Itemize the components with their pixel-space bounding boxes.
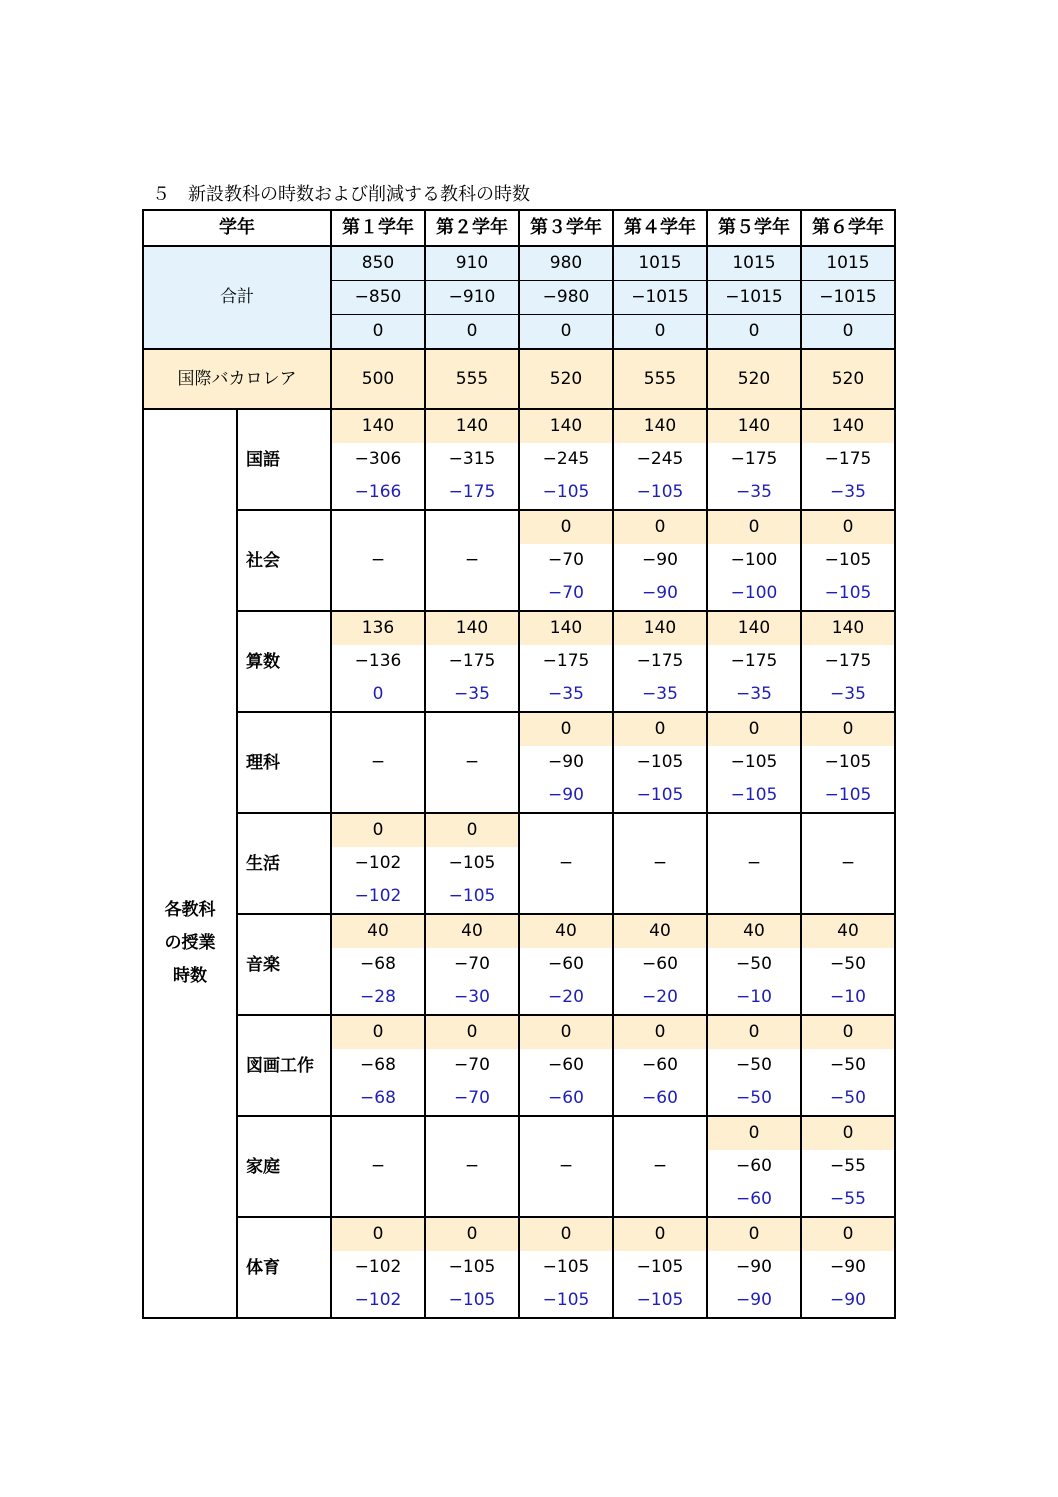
- allotted-hours: 140: [425, 409, 519, 443]
- allotted-hours: 140: [707, 409, 801, 443]
- allotted-hours: 40: [801, 914, 895, 948]
- not-applicable-cell: −: [425, 510, 519, 611]
- subject-row: [143, 914, 895, 948]
- reduced-hours: −105: [519, 1251, 613, 1284]
- not-applicable-cell: −: [331, 712, 425, 813]
- difference-hours: −90: [613, 577, 707, 611]
- difference-hours: −105: [425, 1284, 519, 1318]
- difference-hours: −105: [425, 880, 519, 914]
- total-value: −1015: [613, 281, 707, 315]
- difference-hours: −60: [707, 1183, 801, 1217]
- reduced-hours: −70: [425, 948, 519, 981]
- reduced-hours: −175: [801, 645, 895, 678]
- total-value: −1015: [707, 281, 801, 315]
- total-value: 0: [707, 315, 801, 350]
- subject-row: [143, 1015, 895, 1049]
- allotted-hours: 0: [707, 1116, 801, 1150]
- difference-hours: −70: [425, 1082, 519, 1116]
- difference-hours: −60: [519, 1082, 613, 1116]
- reduced-hours: −60: [707, 1150, 801, 1183]
- total-value: −1015: [801, 281, 895, 315]
- difference-hours: −100: [707, 577, 801, 611]
- difference-hours: −35: [707, 476, 801, 510]
- allotted-hours: 0: [707, 1217, 801, 1251]
- allotted-hours: 0: [519, 712, 613, 746]
- difference-hours: −166: [331, 476, 425, 510]
- allotted-hours: 40: [425, 914, 519, 948]
- not-applicable-cell: −: [519, 1116, 613, 1217]
- grade-header: 第５学年: [707, 210, 801, 246]
- not-applicable-cell: −: [331, 1116, 425, 1217]
- not-applicable-cell: −: [425, 1116, 519, 1217]
- total-value: 980: [519, 246, 613, 281]
- subject-row: [143, 813, 895, 847]
- difference-hours: −105: [519, 476, 613, 510]
- allotted-hours: 136: [331, 611, 425, 645]
- allotted-hours: 0: [801, 1217, 895, 1251]
- total-value: 850: [331, 246, 425, 281]
- allotted-hours: 140: [801, 409, 895, 443]
- total-row: [143, 246, 895, 281]
- allotted-hours: 0: [331, 1015, 425, 1049]
- total-value: 1015: [801, 246, 895, 281]
- subject-row: [143, 1116, 895, 1150]
- reduced-hours: −306: [331, 443, 425, 476]
- allotted-hours: 140: [707, 611, 801, 645]
- reduced-hours: −90: [613, 544, 707, 577]
- ib-value: 500: [331, 349, 425, 409]
- reduced-hours: −105: [707, 746, 801, 779]
- reduced-hours: −315: [425, 443, 519, 476]
- allotted-hours: 140: [331, 409, 425, 443]
- ib-value: 520: [519, 349, 613, 409]
- difference-hours: −60: [613, 1082, 707, 1116]
- section-label: 各教科の授業時数: [143, 409, 237, 1318]
- not-applicable-cell: −: [519, 813, 613, 914]
- allotted-hours: 0: [801, 1116, 895, 1150]
- reduced-hours: −70: [519, 544, 613, 577]
- reduced-hours: −60: [613, 1049, 707, 1082]
- total-value: 1015: [613, 246, 707, 281]
- allotted-hours: 40: [707, 914, 801, 948]
- difference-hours: −105: [707, 779, 801, 813]
- allotted-hours: 0: [519, 1217, 613, 1251]
- subject-row: [143, 1217, 895, 1251]
- subject-name: 図画工作: [237, 1015, 331, 1116]
- grade-header: 第１学年: [331, 210, 425, 246]
- difference-hours: −70: [519, 577, 613, 611]
- difference-hours: −28: [331, 981, 425, 1015]
- total-value: −980: [519, 281, 613, 315]
- total-value: 0: [331, 315, 425, 350]
- difference-hours: −50: [801, 1082, 895, 1116]
- reduced-hours: −175: [613, 645, 707, 678]
- allotted-hours: 40: [331, 914, 425, 948]
- reduced-hours: −100: [707, 544, 801, 577]
- subject-name: 算数: [237, 611, 331, 712]
- allotted-hours: 40: [519, 914, 613, 948]
- allotted-hours: 140: [519, 611, 613, 645]
- difference-hours: −105: [613, 1284, 707, 1318]
- not-applicable-cell: −: [707, 813, 801, 914]
- subject-row: [143, 409, 895, 443]
- subject-name: 国語: [237, 409, 331, 510]
- not-applicable-cell: −: [613, 1116, 707, 1217]
- total-value: −910: [425, 281, 519, 315]
- allotted-hours: 0: [519, 1015, 613, 1049]
- not-applicable-cell: −: [331, 510, 425, 611]
- subject-row: [143, 712, 895, 746]
- difference-hours: −30: [425, 981, 519, 1015]
- difference-hours: −10: [707, 981, 801, 1015]
- reduced-hours: −70: [425, 1049, 519, 1082]
- reduced-hours: −68: [331, 1049, 425, 1082]
- difference-hours: −35: [613, 678, 707, 712]
- reduced-hours: −60: [519, 1049, 613, 1082]
- reduced-hours: −175: [707, 645, 801, 678]
- difference-hours: −90: [707, 1284, 801, 1318]
- allotted-hours: 0: [801, 510, 895, 544]
- subject-name: 理科: [237, 712, 331, 813]
- total-value: −850: [331, 281, 425, 315]
- allotted-hours: 0: [613, 712, 707, 746]
- reduced-hours: −175: [519, 645, 613, 678]
- difference-hours: 0: [331, 678, 425, 712]
- allotted-hours: 0: [707, 712, 801, 746]
- document-title: ５ 新設教科の時数および削減する教科の時数: [152, 184, 530, 205]
- total-value: 0: [613, 315, 707, 350]
- ib-value: 555: [613, 349, 707, 409]
- total-label: 合計: [143, 246, 331, 349]
- reduced-hours: −105: [801, 746, 895, 779]
- subject-name: 社会: [237, 510, 331, 611]
- difference-hours: −105: [613, 476, 707, 510]
- subject-row: [143, 510, 895, 544]
- reduced-hours: −90: [801, 1251, 895, 1284]
- reduced-hours: −105: [425, 1251, 519, 1284]
- reduced-hours: −60: [613, 948, 707, 981]
- not-applicable-cell: −: [801, 813, 895, 914]
- grade-header: 第３学年: [519, 210, 613, 246]
- allotted-hours: 0: [707, 510, 801, 544]
- grade-header: 第６学年: [801, 210, 895, 246]
- total-value: 910: [425, 246, 519, 281]
- allotted-hours: 0: [331, 1217, 425, 1251]
- reduced-hours: −245: [613, 443, 707, 476]
- allotted-hours: 0: [613, 1217, 707, 1251]
- allotted-hours: 140: [425, 611, 519, 645]
- difference-hours: −50: [707, 1082, 801, 1116]
- ib-value: 520: [801, 349, 895, 409]
- ib-value: 555: [425, 349, 519, 409]
- ib-row: [143, 349, 895, 409]
- reduced-hours: −50: [707, 1049, 801, 1082]
- difference-hours: −105: [519, 1284, 613, 1318]
- reduced-hours: −105: [613, 746, 707, 779]
- allotted-hours: 0: [519, 510, 613, 544]
- difference-hours: −35: [425, 678, 519, 712]
- reduced-hours: −68: [331, 948, 425, 981]
- difference-hours: −90: [801, 1284, 895, 1318]
- reduced-hours: −50: [801, 948, 895, 981]
- total-value: 0: [801, 315, 895, 350]
- difference-hours: −35: [801, 678, 895, 712]
- allotted-hours: 40: [613, 914, 707, 948]
- reduced-hours: −102: [331, 1251, 425, 1284]
- difference-hours: −175: [425, 476, 519, 510]
- total-value: 1015: [707, 246, 801, 281]
- difference-hours: −102: [331, 880, 425, 914]
- difference-hours: −105: [801, 779, 895, 813]
- total-value: 0: [519, 315, 613, 350]
- subject-name: 体育: [237, 1217, 331, 1318]
- ib-label: 国際バカロレア: [143, 349, 331, 409]
- reduced-hours: −245: [519, 443, 613, 476]
- allotted-hours: 0: [425, 813, 519, 847]
- allotted-hours: 0: [707, 1015, 801, 1049]
- allotted-hours: 140: [613, 611, 707, 645]
- reduced-hours: −105: [425, 847, 519, 880]
- reduced-hours: −60: [519, 948, 613, 981]
- difference-hours: −105: [801, 577, 895, 611]
- subject-name: 生活: [237, 813, 331, 914]
- subject-row: [143, 611, 895, 645]
- reduced-hours: −90: [707, 1251, 801, 1284]
- difference-hours: −68: [331, 1082, 425, 1116]
- header-row: [143, 210, 895, 246]
- allotted-hours: 0: [613, 510, 707, 544]
- difference-hours: −35: [707, 678, 801, 712]
- reduced-hours: −105: [613, 1251, 707, 1284]
- grade-header: 第４学年: [613, 210, 707, 246]
- allotted-hours: 0: [425, 1217, 519, 1251]
- difference-hours: −10: [801, 981, 895, 1015]
- difference-hours: −105: [613, 779, 707, 813]
- allotted-hours: 140: [801, 611, 895, 645]
- difference-hours: −20: [519, 981, 613, 1015]
- total-value: 0: [425, 315, 519, 350]
- ib-value: 520: [707, 349, 801, 409]
- allotted-hours: 0: [425, 1015, 519, 1049]
- allotted-hours: 0: [613, 1015, 707, 1049]
- reduced-hours: −175: [425, 645, 519, 678]
- difference-hours: −35: [801, 476, 895, 510]
- hours-table: [142, 209, 896, 1319]
- reduced-hours: −105: [801, 544, 895, 577]
- grade-header-label: 学年: [143, 210, 331, 246]
- reduced-hours: −136: [331, 645, 425, 678]
- difference-hours: −35: [519, 678, 613, 712]
- grade-header: 第２学年: [425, 210, 519, 246]
- difference-hours: −55: [801, 1183, 895, 1217]
- allotted-hours: 0: [331, 813, 425, 847]
- reduced-hours: −50: [801, 1049, 895, 1082]
- reduced-hours: −50: [707, 948, 801, 981]
- reduced-hours: −175: [801, 443, 895, 476]
- allotted-hours: 140: [613, 409, 707, 443]
- reduced-hours: −175: [707, 443, 801, 476]
- subject-name: 家庭: [237, 1116, 331, 1217]
- reduced-hours: −90: [519, 746, 613, 779]
- not-applicable-cell: −: [425, 712, 519, 813]
- difference-hours: −90: [519, 779, 613, 813]
- subject-name: 音楽: [237, 914, 331, 1015]
- difference-hours: −102: [331, 1284, 425, 1318]
- allotted-hours: 0: [801, 712, 895, 746]
- hours-table-container: [142, 209, 896, 1319]
- difference-hours: −20: [613, 981, 707, 1015]
- not-applicable-cell: −: [613, 813, 707, 914]
- allotted-hours: 0: [801, 1015, 895, 1049]
- reduced-hours: −55: [801, 1150, 895, 1183]
- reduced-hours: −102: [331, 847, 425, 880]
- allotted-hours: 140: [519, 409, 613, 443]
